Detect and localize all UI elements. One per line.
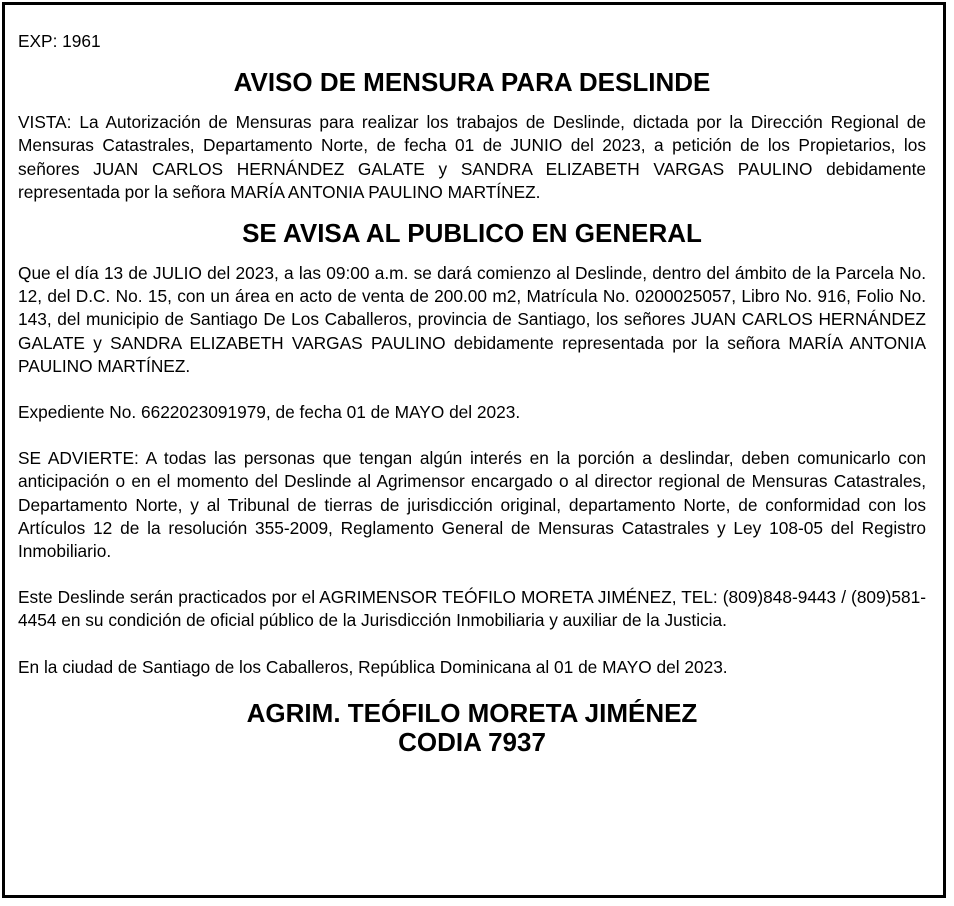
notice-body xyxy=(18,30,926,757)
warning-paragraph: SE ADVIERTE: A todas las personas que tengan algún interés en la porción a deslindar, deben comunicarlo con anticipación o en el momento del Deslinde al Agrimensor encargado o al director regional de Mensuras Catastrales, Departamento Norte, y al Tribunal de tierras de jurisdicción original, departamento Norte, de conformidad con los Artículos 12 de la resolución 355-2009, Reglamento General de Mensuras Catastrales y Ley 108-05 del Registro Inmobiliario. xyxy=(18,448,926,562)
signature-codia: CODIA 7937 xyxy=(398,726,546,757)
survey-date-paragraph: Que el día 13 de JULIO del 2023, a las 09:00 a.m. se dará comienzo al Deslinde, dentro del ámbito de la Parcela No. 12, del D.C. No. 15, con un área en acto de venta de 200.00 m2, Matrícula No. 0200025057, Libro No. 916, Folio No. 143, del municipio de Santiago De Los Caballeros, provincia de Santiago, los señores JUAN CARLOS HERNÁNDEZ GALATE y SANDRA ELIZABETH VARGAS PAULINO debidamente representada por la señora MARÍA ANTONIA PAULINO MARTÍNEZ. xyxy=(18,263,926,376)
signature-name: AGRIM. TEÓFILO MORETA JIMÉNEZ xyxy=(246,697,698,728)
notice-title: AVISO DE MENSURA PARA DESLINDE xyxy=(233,67,711,98)
exp-number: EXP: 1961 xyxy=(18,31,101,51)
signature-block xyxy=(18,699,926,757)
city-date-paragraph: En la ciudad de Santiago de los Caballeros, República Dominicana al 01 de MAYO del 2023. xyxy=(18,656,728,677)
vista-paragraph: VISTA: La Autorización de Mensuras para realizar los trabajos de Deslinde, dictada por la Dirección Regional de Mensuras Catastrales, Departamento Norte, de fecha 01 de JUNIO del 2023, a petición de los Propietarios, los señores JUAN CARLOS HERNÁNDEZ GALATE y SANDRA ELIZABETH VARGAS PAULINO debidamente representada por la señora MARÍA ANTONIA PAULINO MARTÍNEZ. xyxy=(18,112,926,202)
surveyor-paragraph: Este Deslinde serán practicados por el AGRIMENSOR TEÓFILO MORETA JIMÉNEZ, TEL: (809)848-9443 / (809)581-4454 en su condición de oficial público de la Jurisdicción Inmobiliaria y auxiliar de la Justicia. xyxy=(18,587,926,631)
public-notice-subtitle: SE AVISA AL PUBLICO EN GENERAL xyxy=(242,218,702,249)
expediente-paragraph: Expediente No. 6622023091979, de fecha 01 de MAYO del 2023. xyxy=(18,402,521,423)
